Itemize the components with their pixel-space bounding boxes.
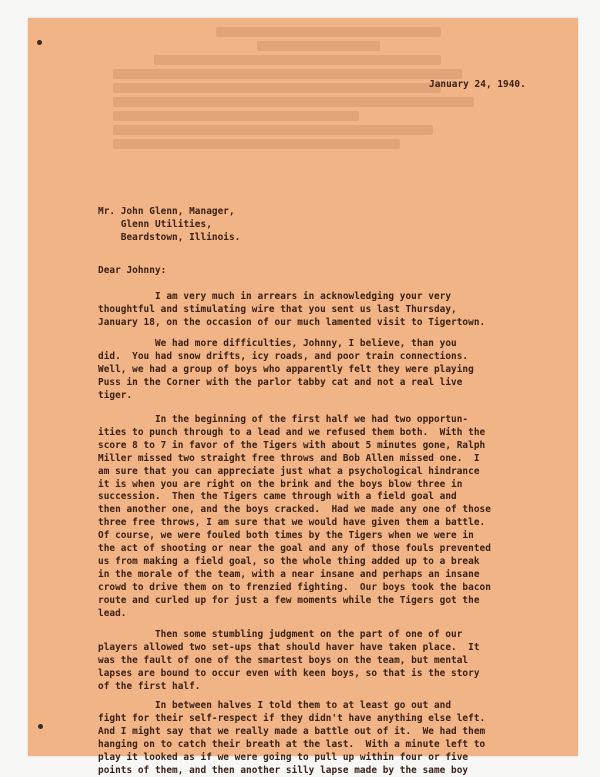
letter-page: [28, 18, 578, 776]
text-line: lead.: [98, 607, 127, 619]
text-line: three free throws, I am sure that we would have given them a battle.: [98, 517, 486, 529]
text-line: Then some stumbling judgment on the part of one of our: [98, 629, 463, 640]
text-line: am sure that you can appreciate just what a psychological hindrance: [98, 465, 480, 477]
address-line: Glenn Utilities,: [98, 218, 212, 230]
text-line: players allowed two set-ups that should haver have taken place. It: [98, 641, 480, 653]
text-line: Well, we had a group of boys who apparently felt they were playing: [98, 363, 474, 375]
text-line: the act of shooting or near the goal and any of those fouls prevented: [98, 543, 491, 555]
paragraph-5: [98, 700, 485, 777]
text-line: score 8 to 7 in favor of the Tigers with about 5 minutes gone, Ralph: [98, 439, 486, 451]
text-line: I am very much in arrears in acknowledging your very: [98, 291, 452, 302]
address-line: Mr. John Glenn, Manager,: [98, 206, 235, 217]
text-line: January 18, on the occasion of our much lamented visit to Tigertown.: [98, 316, 486, 328]
text-line: Puss in the Corner with the parlor tabby cat and not a real live: [98, 376, 463, 388]
punch-hole: [38, 724, 43, 729]
text-line: crowd to drive them on to frenzied fighting. Our boys took the bacon: [98, 581, 491, 593]
text-line: then another one, and the boys cracked. Had we made any one of those: [98, 504, 491, 516]
text-line: tiger.: [98, 389, 133, 401]
text-line: it is when you are right on the brink and the boys blow three in: [98, 478, 463, 490]
address-line: Beardstown, Illinois.: [98, 231, 241, 243]
salutation: Dear Johnny:: [98, 265, 167, 276]
punch-hole: [37, 40, 42, 45]
letter-date: January 24, 1940.: [429, 79, 526, 90]
text-line: Miller missed two straight free throws and Bob Allen missed one. I: [98, 452, 480, 464]
text-line: thoughtful and stimulating wire that you sent us last Thursday,: [98, 303, 457, 315]
paragraph-2: [98, 338, 474, 403]
recipient-address: [98, 206, 240, 245]
text-line: Of course, we were fouled both times by the Tigers when we were in: [98, 530, 474, 542]
text-line: route and curled up for just a few moments while the Tigers got the: [98, 594, 480, 606]
paragraph-4: [98, 629, 480, 694]
text-line: of the first half.: [98, 680, 201, 692]
text-line: In the beginning of the first half we had two opportun-: [98, 414, 469, 425]
paragraph-1: [98, 291, 485, 330]
text-line: In between halves I told them to at least go out and: [98, 700, 452, 711]
text-line: points of them, and then another silly lapse made by the same boy: [98, 764, 469, 776]
text-line: fight for their self-respect if they didn't have anything else left.: [98, 712, 486, 724]
text-line: play it looked as if we were going to pull up within four or five: [98, 751, 469, 763]
text-line: in the morale of the team, with a near insane and perhaps an insane: [98, 568, 480, 580]
text-line: succession. Then the Tigers came through with a field goal and: [98, 491, 457, 503]
text-line: hanging on to catch their breath at the last. With a minute left to: [98, 738, 486, 750]
paragraph-3: [98, 414, 491, 621]
text-line: We had more difficulties, Johnny, I believe, than you: [98, 338, 457, 349]
text-line: lapses are bound to occur even with keen boys, so that is the story: [98, 667, 480, 679]
text-line: And I might say that we really made a battle out of it. We had them: [98, 725, 486, 737]
text-line: did. You had snow drifts, icy roads, and poor train connections.: [98, 350, 469, 362]
text-line: was the fault of one of the smartest boys on the team, but mental: [98, 654, 469, 666]
text-line: us from making a field goal, so the whole thing added up to a break: [98, 555, 480, 567]
text-line: ities to punch through to a lead and we refused them both. With the: [98, 426, 486, 438]
